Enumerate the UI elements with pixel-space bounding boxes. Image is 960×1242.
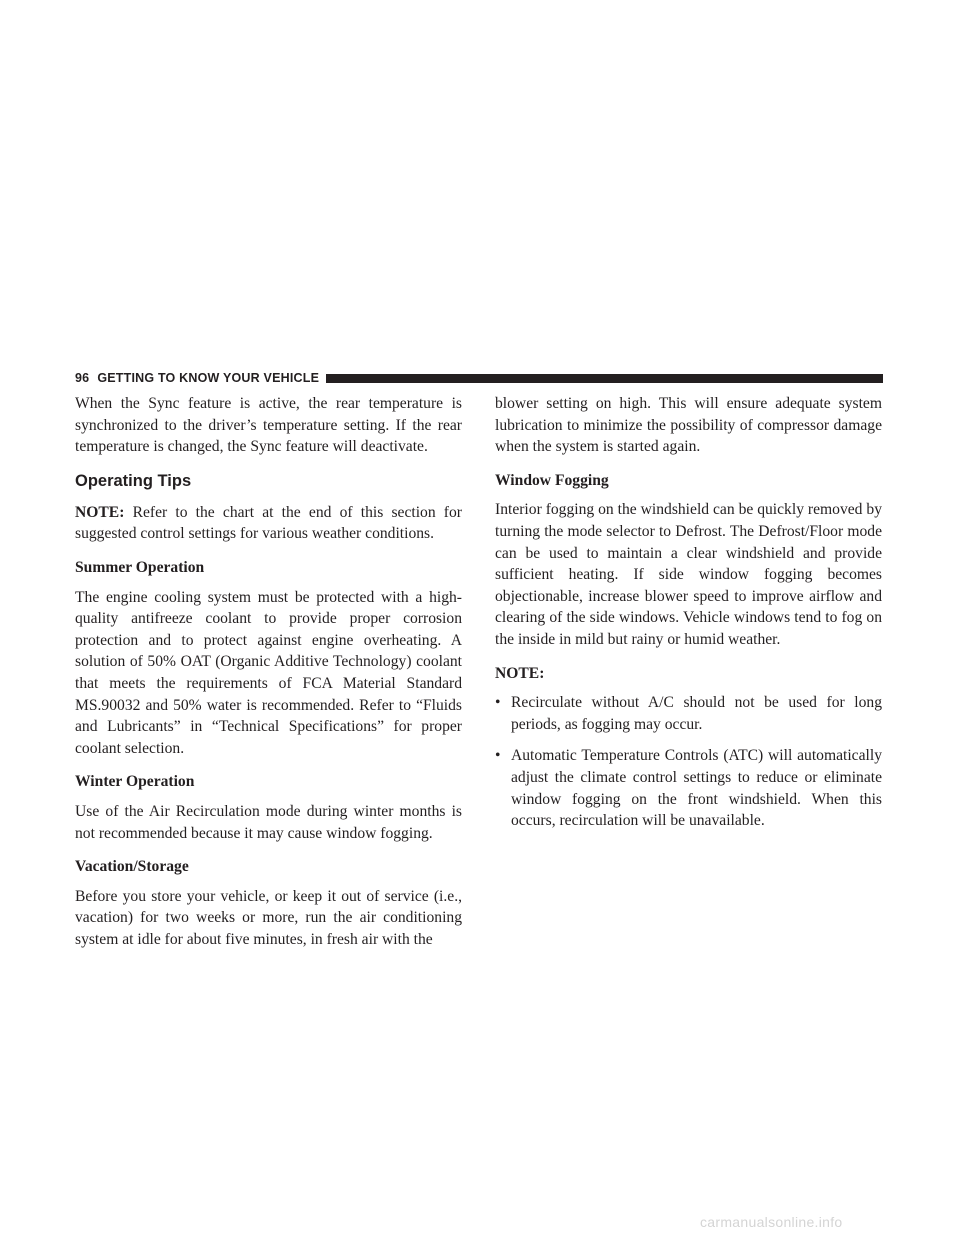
- section-title: GETTING TO KNOW YOUR VEHICLE: [97, 371, 320, 385]
- window-fogging-paragraph: Interior fogging on the windshield can be quickly removed by turning the mode selector to Defrost. The Defrost/Floor mode can be used to maintain a clear windshield and provide sufficient heating. If side window fogging becomes objectionable, increase blower speed to improve airflow and clearing of the side windows. Vehicle windows tend to fog on the inside in mild but rainy or humid weather.: [495, 501, 882, 648]
- bullet-text: Automatic Temperature Controls (ATC) will automatically adjust the climate control settings to reduce or eliminate window fogging on the front windshield. When this occurs, recirculation will be unavailable.: [511, 747, 882, 830]
- note-bullet-list: [495, 692, 882, 832]
- vacation-storage-heading: Vacation/Storage: [75, 858, 189, 876]
- window-fogging-heading: Window Fogging: [495, 471, 609, 489]
- winter-operation-paragraph: Use of the Air Recirculation mode during winter months is not recommended because it may cause window fogging.: [75, 802, 462, 842]
- page-header: [75, 370, 883, 386]
- winter-operation-heading: Winter Operation: [75, 773, 195, 791]
- summer-operation-heading: Summer Operation: [75, 558, 205, 576]
- note-label: NOTE:: [75, 503, 125, 521]
- note-text: Refer to the chart at the end of this section for suggested control settings for various weather conditions.: [75, 503, 462, 543]
- summer-operation-paragraph: The engine cooling system must be protected with a high-quality antifreeze coolant to provide proper corrosion protection and to protect against engine overheating. A solution of 50% OAT (Organic Additive Technology) coolant that meets the requirements of FCA Material Standard MS.90032 and 50% water is recommended. Refer to “Fluids and Lubricants” in “Technical Specifications” for proper coolant selection.: [75, 588, 462, 757]
- header-rule: [326, 374, 883, 383]
- note-heading: NOTE:: [495, 664, 545, 682]
- watermark: carmanualsonline.info: [700, 1214, 843, 1230]
- page-number: 96: [75, 371, 90, 385]
- bullet-icon: •: [495, 694, 501, 712]
- sync-paragraph: When the Sync feature is active, the rear temperature is synchronized to the driver’s temperature setting. If the rear temperature is changed, the Sync feature will deactivate.: [75, 395, 462, 456]
- operating-tips-heading: Operating Tips: [75, 471, 192, 490]
- vacation-storage-paragraph: Before you store your vehicle, or keep it out of service (i.e., vacation) for two weeks or more, run the air conditioning system at idle for about five minutes, in fresh air with the: [75, 887, 462, 948]
- continued-paragraph: blower setting on high. This will ensure adequate system lubrication to minimize the possibility of compressor damage when the system is started again.: [495, 395, 882, 456]
- right-column: [495, 393, 882, 842]
- bullet-icon: •: [495, 747, 501, 765]
- note-paragraph: [75, 502, 462, 545]
- left-column: [75, 393, 462, 962]
- list-item: [495, 692, 882, 735]
- list-item: [495, 745, 882, 831]
- bullet-text: Recirculate without A/C should not be used for long periods, as fogging may occur.: [511, 694, 882, 733]
